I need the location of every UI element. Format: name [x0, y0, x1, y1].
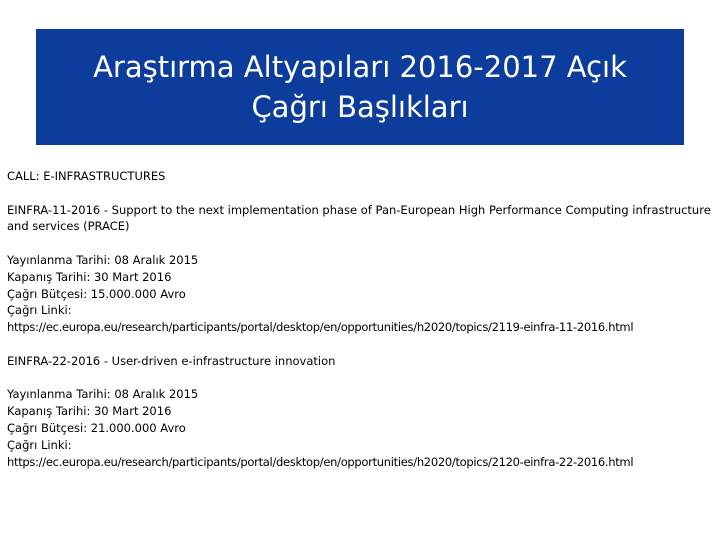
topic-einfra-11: [7, 202, 713, 336]
title-line-1: Araştırma Altyapıları 2016-2017 Açık: [93, 50, 627, 84]
link-label: Çağrı Linki:: [7, 437, 72, 452]
topic-heading: EINFRA-11-2016 - Support to the next implementation phase of Pan-European High Performance Computing infrastructure and services (PRACE): [7, 202, 711, 234]
topic-heading: EINFRA-22-2016 - User-driven e-infrastructure innovation: [7, 353, 336, 368]
call-link[interactable]: https://ec.europa.eu/research/participants/portal/desktop/en/opportunities/h2020/topics/2120-einfra-22-2016.html: [7, 454, 634, 469]
call-link[interactable]: https://ec.europa.eu/research/participants/portal/desktop/en/opportunities/h2020/topics/2119-einfra-11-2016.html: [7, 320, 634, 335]
close-date: Kapanış Tarihi: 30 Mart 2016: [7, 269, 172, 284]
spacer: [7, 336, 713, 353]
spacer: [7, 370, 713, 387]
title-line-2: Çağrı Başlıkları: [251, 90, 469, 124]
budget: Çağrı Bütçesi: 21.000.000 Avro: [7, 420, 186, 435]
title-banner: [36, 29, 684, 145]
publish-date: Yayınlanma Tarihi: 08 Aralık 2015: [7, 387, 199, 402]
topic-einfra-22: [7, 353, 713, 471]
close-date: Kapanış Tarihi: 30 Mart 2016: [7, 404, 172, 419]
link-label: Çağrı Linki:: [7, 303, 72, 318]
spacer: [7, 185, 713, 202]
budget: Çağrı Bütçesi: 15.000.000 Avro: [7, 286, 186, 301]
call-heading: CALL: E-INFRASTRUCTURES: [7, 169, 166, 183]
spacer: [7, 235, 713, 252]
publish-date: Yayınlanma Tarihi: 08 Aralık 2015: [7, 252, 199, 267]
call-content: [7, 168, 713, 470]
